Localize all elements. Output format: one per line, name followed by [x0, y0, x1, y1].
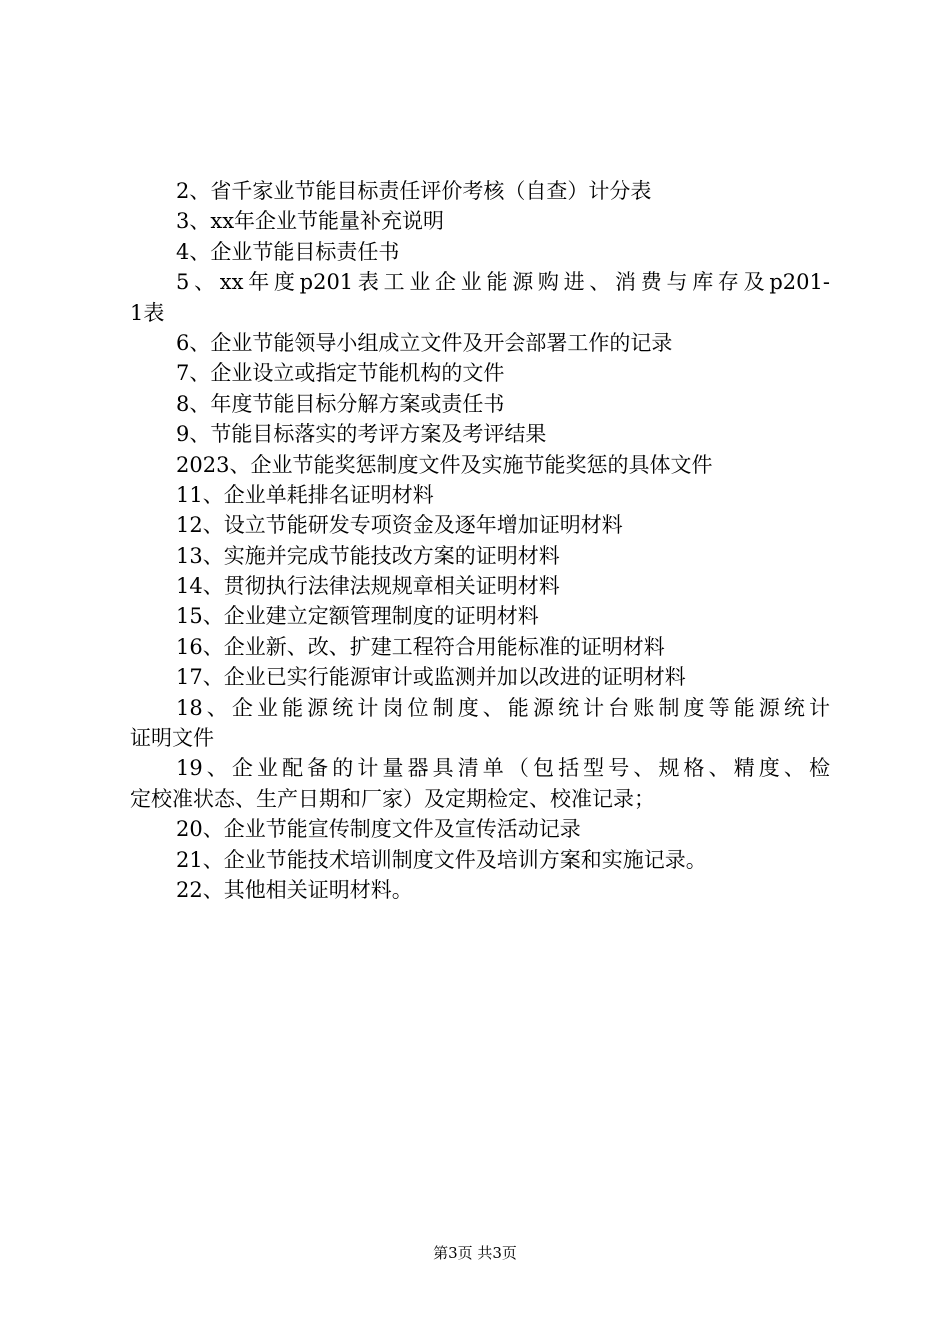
document-line: 1表	[130, 300, 165, 325]
document-line: 11、企业单耗排名证明材料	[176, 482, 434, 507]
page-footer: 第3页 共3页	[433, 1244, 517, 1262]
document-line: 3、xx年企业节能量补充说明	[176, 209, 445, 234]
document-line: 13、实施并完成节能技改方案的证明材料	[176, 543, 560, 568]
document-line: 16、企业新、改、扩建工程符合用能标准的证明材料	[176, 634, 665, 659]
document-line: 8、年度节能目标分解方案或责任书	[176, 391, 505, 416]
document-line: 21、企业节能技术培训制度文件及培训方案和实施记录。	[176, 847, 707, 872]
document-line: 证明文件	[130, 726, 214, 751]
document-line: 7、企业设立或指定节能机构的文件	[176, 361, 505, 386]
document-line: 19、企业配备的计量器具清单（包括型号、规格、精度、检	[176, 756, 830, 781]
document-line: 17、企业已实行能源审计或监测并加以改进的证明材料	[176, 665, 686, 690]
document-line: 12、设立节能研发专项资金及逐年增加证明材料	[176, 513, 623, 538]
document-line: 15、企业建立定额管理制度的证明材料	[176, 604, 539, 629]
document-line: 20、企业节能宣传制度文件及宣传活动记录	[176, 817, 581, 842]
document-line: 9、节能目标落实的考评方案及考评结果	[176, 422, 547, 447]
document-line: 2、省千家业节能目标责任评价考核（自查）计分表	[176, 179, 652, 203]
document-body	[130, 176, 830, 905]
document-line: 14、贯彻执行法律法规规章相关证明材料	[176, 574, 560, 599]
document-line: 22、其他相关证明材料。	[176, 877, 413, 902]
document-line: 6、企业节能领导小组成立文件及开会部署工作的记录	[176, 330, 673, 355]
document-line: 定校准状态、生产日期和厂家）及定期检定、校准记录；	[130, 786, 655, 811]
document-line: 18、企业能源统计岗位制度、能源统计台账制度等能源统计	[176, 695, 830, 720]
document-line: 4、企业节能目标责任书	[176, 239, 400, 264]
document-line: 2023、企业节能奖惩制度文件及实施节能奖惩的具体文件	[176, 452, 713, 477]
document-line: 5、xx年度p201表工业企业能源购进、消费与库存及p201-	[176, 270, 830, 295]
